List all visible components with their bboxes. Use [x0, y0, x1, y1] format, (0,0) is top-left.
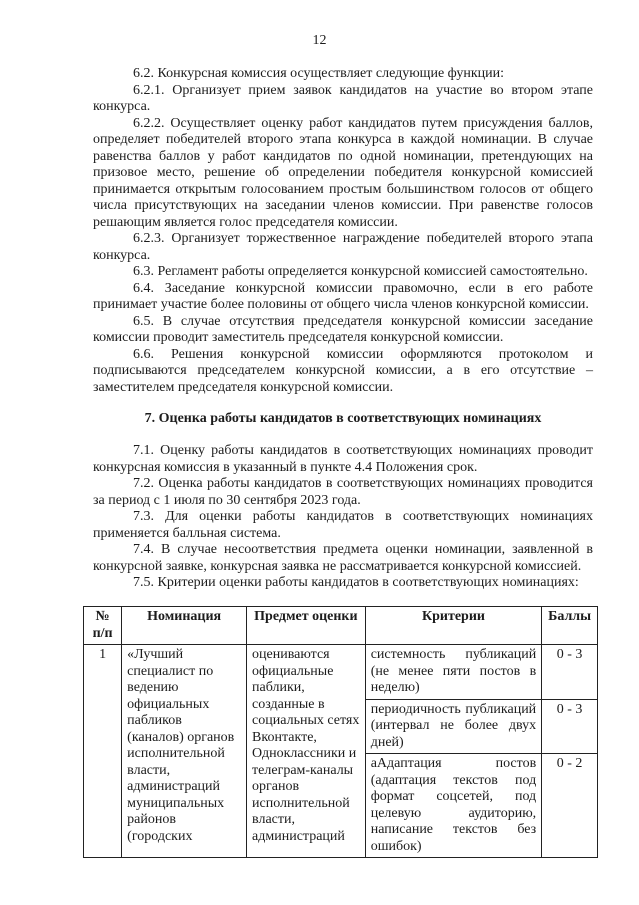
paragraph-6-2: 6.2. Конкурсная комиссия осуществляет следующие функции:: [133, 66, 505, 81]
paragraph-6-6: 6.6. Решения конкурсной комиссии оформляются протоколом и подписываются председателем конкурсной комиссии, а в его отсутствие – заместителем председателя конкурсной комиссии.: [93, 346, 593, 395]
criterion-score: 0 - 2: [542, 754, 598, 858]
header-num: № п/п: [84, 607, 122, 645]
criteria-table: [83, 606, 598, 858]
criterion-text: аАдаптация постов (адаптация текстов под формат соцсетей, под целевую аудиторию, написание текстов без ошибок): [365, 754, 541, 858]
header-criteria: Критерии: [365, 607, 541, 645]
page-number: 12: [312, 33, 327, 48]
paragraph-6-2-2: 6.2.2. Осуществляет оценку работ кандидатов путем присуждения баллов, определяет победителей второго этапа конкурса в каждой номинации. В случае равенства баллов у работ кандидатов по одной номинации, претендующих на призовое место, решение об определении победителя конкурсной комиссией принимается открытым голосованием простым большинством голосов от общего числа присутствующих на заседании членов комиссии. При равенстве голосов решающим является голос председателя комиссии.: [93, 115, 593, 230]
row-subject: оцениваются официальные паблики, созданные в социальных сетях Вконтакте, Одноклассники и телеграм-каналы органов исполнительной власти, администраций: [247, 645, 366, 858]
section-6-text: [93, 66, 593, 396]
paragraph-6-4: 6.4. Заседание конкурсной комиссии правомочно, если в его работе принимает участие более половины от общего числа членов конкурсной комиссии.: [93, 280, 593, 312]
paragraph-7-5: 7.5. Критерии оценки работы кандидатов в соответствующих номинациях:: [133, 575, 579, 590]
paragraph-7-2: 7.2. Оценка работы кандидатов в соответствующих номинациях проводится за период с 1 июля по 30 сентября 2023 года.: [93, 476, 593, 508]
criterion-score: 0 - 3: [542, 699, 598, 754]
paragraph-7-1: 7.1. Оценку работы кандидатов в соответствующих номинациях проводит конкурсная комиссия в указанный в пункте 4.4 Положения срок.: [93, 443, 593, 475]
paragraph-7-4: 7.4. В случае несоответствия предмета оценки номинации, заявленной в конкурсной заявке, конкурсная заявка не рассматривается конкурсной комиссией.: [93, 542, 593, 574]
section-7-title: 7. Оценка работы кандидатов в соответствующих номинациях: [144, 411, 542, 426]
criterion-text: периодичность публикаций (интервал не более двух дней): [365, 699, 541, 754]
row-nomination: «Лучший специалист по ведению официальных пабликов (каналов) органов исполнительной власти, администраций муниципальных районов (городских: [122, 645, 247, 858]
header-subject: Предмет оценки: [247, 607, 366, 645]
criterion-text: системность публикаций (не менее пяти постов в неделю): [365, 645, 541, 700]
row-num: 1: [84, 645, 122, 858]
paragraph-7-3: 7.3. Для оценки работы кандидатов в соответствующих номинациях применяется балльная система.: [93, 509, 593, 541]
table-row: [84, 645, 598, 700]
paragraph-6-5: 6.5. В случае отсутствия председателя конкурсной комиссии заседание комиссии проводит заместитель председателя конкурсной комиссии.: [93, 313, 593, 345]
header-score: Баллы: [542, 607, 598, 645]
paragraph-6-3: 6.3. Регламент работы определяется конкурсной комиссией самостоятельно.: [133, 264, 588, 279]
table-header-row: [84, 607, 598, 645]
paragraph-6-2-3: 6.2.3. Организует торжественное награждение победителей второго этапа конкурса.: [93, 231, 593, 263]
header-nomination: Номинация: [122, 607, 247, 645]
criterion-score: 0 - 3: [542, 645, 598, 700]
paragraph-6-2-1: 6.2.1. Организует прием заявок кандидатов на участие во втором этапе конкурса.: [93, 82, 593, 114]
section-7-text: [93, 443, 593, 592]
